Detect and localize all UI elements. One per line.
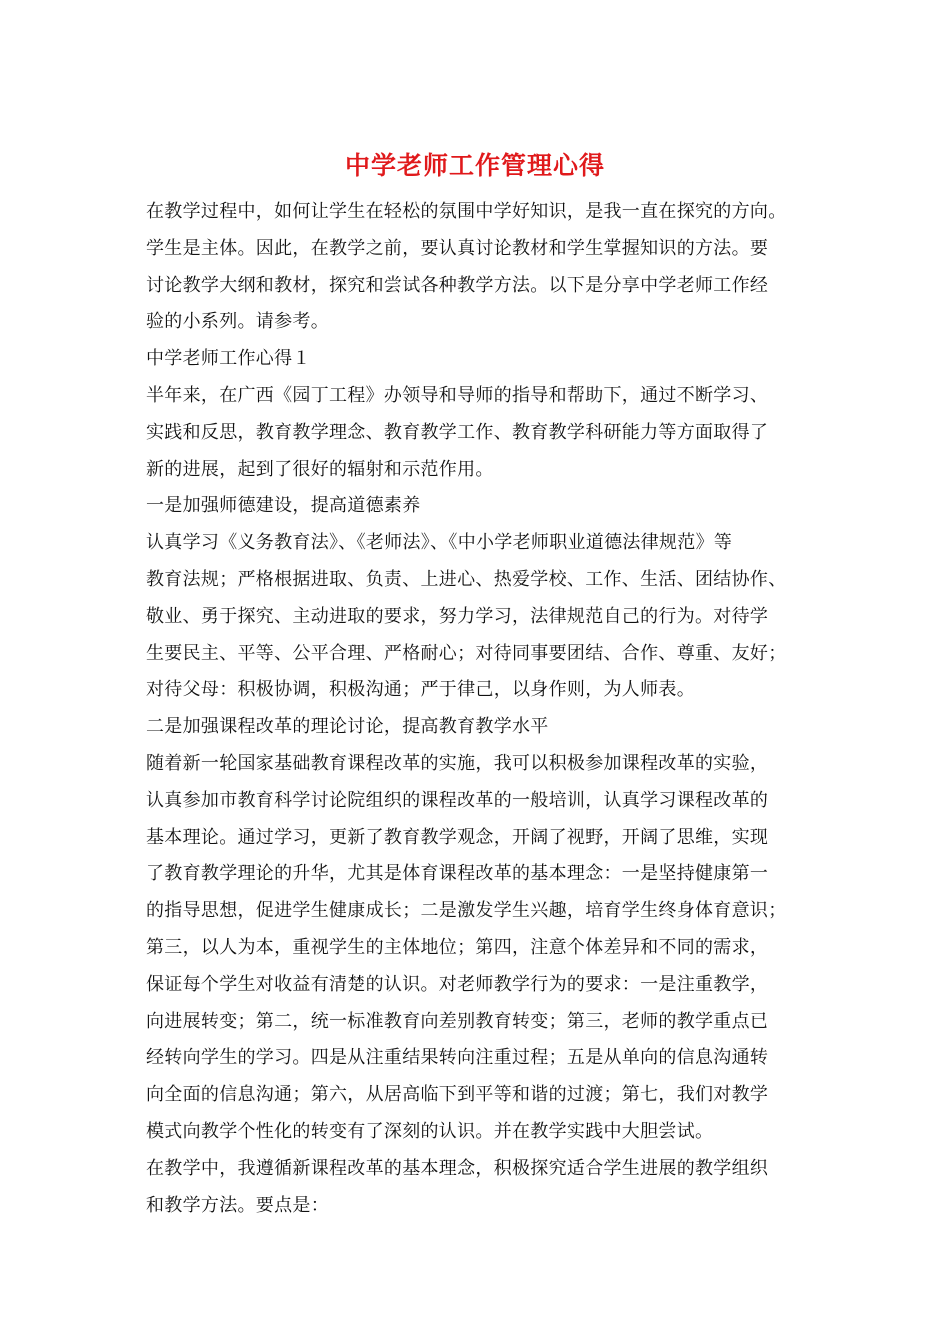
text-line: 一是加强师德建设，提高道德素养 [146, 495, 421, 517]
paragraph [146, 488, 816, 525]
text-line: 实践和反思，教育教学理念、教育教学工作、教育教学科研能力等方面取得了 [146, 421, 769, 443]
text-line: 二是加强课程改革的理论讨论，提高教育教学水平 [146, 716, 549, 738]
text-line: 基本理论。通过学习，更新了教育教学观念，开阔了视野，开阔了思维，实现 [146, 826, 769, 848]
paragraph [146, 525, 816, 709]
text-line: 认真学习《义务教育法》、《老师法》、《中小学老师职业道德法律规范》等 [146, 532, 733, 554]
text-line: 向进展转变；第二，统一标准教育向差别教育转变；第三，老师的教学重点已 [146, 1010, 769, 1032]
text-line: 向全面的信息沟通；第六，从居高临下到平等和谐的过渡；第七，我们对教学 [146, 1084, 769, 1106]
text-line: 讨论教学大纲和教材，探究和尝试各种教学方法。以下是分享中学老师工作经 [146, 274, 769, 296]
text-line: 经转向学生的学习。四是从注重结果转向注重过程；五是从单向的信息沟通转 [146, 1047, 769, 1069]
text-line: 认真参加市教育科学讨论院组织的课程改革的一般培训，认真学习课程改革的 [146, 789, 769, 811]
text-line: 和教学方法。要点是： [146, 1194, 329, 1216]
document-body [146, 194, 816, 1224]
text-line: 的指导思想，促进学生健康成长；二是激发学生兴趣，培育学生终身体育意识； [146, 900, 787, 922]
text-line: 教育法规；严格根据进取、负责、上进心、热爱学校、工作、生活、团结协作、 [146, 568, 787, 590]
paragraph [146, 341, 816, 378]
text-line: 中学老师工作心得１ [146, 348, 311, 370]
text-line: 验的小系列。请参考。 [146, 311, 329, 333]
paragraph [146, 194, 816, 341]
text-line: 模式向教学个性化的转变有了深刻的认识。并在教学实践中大胆尝试。 [146, 1120, 714, 1142]
text-line: 随着新一轮国家基础教育课程改革的实施，我可以积极参加课程改革的实验， [146, 752, 769, 774]
text-line: 学生是主体。因此，在教学之前，要认真讨论教材和学生掌握知识的方法。要 [146, 237, 769, 259]
text-line: 生要民主、平等、公平合理、严格耐心；对待同事要团结、合作、尊重、友好； [146, 642, 787, 664]
paragraph [146, 746, 816, 1151]
text-line: 对待父母：积极协调，积极沟通；严于律己，以身作则，为人师表。 [146, 679, 695, 701]
text-line: 在教学中，我遵循新课程改革的基本理念，积极探究适合学生进展的教学组织 [146, 1157, 769, 1179]
text-line: 了教育教学理论的升华，尤其是体育课程改革的基本理念：一是坚持健康第一 [146, 863, 769, 885]
paragraph [146, 709, 816, 746]
paragraph [146, 378, 816, 488]
text-line: 保证每个学生对收益有清楚的认识。对老师教学行为的要求：一是注重教学， [146, 973, 769, 995]
paragraph [146, 1151, 816, 1225]
text-line: 第三，以人为本，重视学生的主体地位；第四，注意个体差异和不同的需求， [146, 936, 769, 958]
text-line: 敬业、勇于探究、主动进取的要求，努力学习，法律规范自己的行为。对待学 [146, 605, 769, 627]
text-line: 在教学过程中，如何让学生在轻松的氛围中学好知识，是我一直在探究的方向。 [146, 201, 787, 222]
text-line: 新的进展，起到了很好的辐射和示范作用。 [146, 458, 494, 480]
text-line: 半年来，在广西《园丁工程》办领导和导师的指导和帮助下，通过不断学习、 [146, 384, 769, 406]
document-title: 中学老师工作管理心得 [344, 151, 605, 180]
